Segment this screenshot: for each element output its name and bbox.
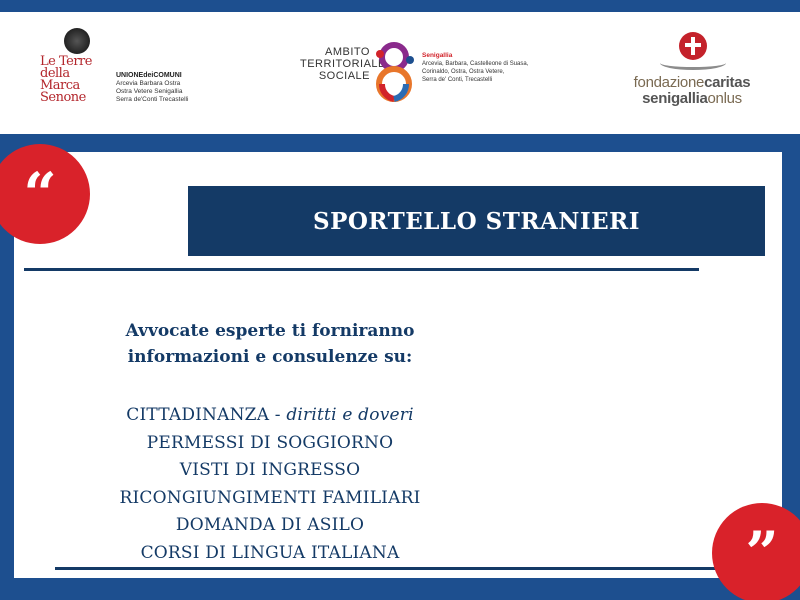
town-line: Serra de' Conti, Trecastelli	[422, 77, 493, 83]
swirl-decoration	[660, 56, 726, 70]
union-line: Arcevia Barbara Ostra	[116, 80, 181, 87]
topic-item: CITTADINANZA - diritti e doveri	[126, 405, 414, 425]
union-line: Ostra Vetere Senigallia	[116, 88, 183, 95]
number-eight-icon	[370, 40, 418, 104]
ambito-line: TERRITORIALE	[300, 58, 386, 70]
divider-top	[24, 268, 699, 271]
frame-top	[0, 0, 800, 12]
page-title: SPORTELLO STRANIERI	[312, 207, 641, 235]
blue-stripe	[0, 134, 800, 152]
logo-brand-text: Le Terre della Marca Senone	[40, 54, 92, 105]
caritas-name-line2: senigalliaonlus	[642, 90, 742, 107]
union-text	[116, 72, 216, 104]
fondazione-caritas-logo	[612, 32, 772, 112]
topic-item: RICONGIUNGIMENTI FAMILIARI	[119, 487, 421, 508]
town-line: Arcevia, Barbara, Castelleone di Suasa,	[422, 61, 529, 67]
divider-bottom	[55, 567, 720, 570]
town-line: Corinaldo, Ostra, Ostra Vetere,	[422, 69, 505, 75]
topic-item: CORSI DI LINGUA ITALIANA	[140, 542, 400, 563]
ambito-territoriale-logo	[300, 40, 530, 110]
ambito-towns	[422, 52, 532, 84]
ambito-line: SOCIALE	[318, 70, 370, 82]
topic-item: PERMESSI DI SOGGIORNO	[146, 432, 394, 453]
topic-item: VISTI DI INGRESSO	[179, 460, 361, 481]
ambito-text	[300, 46, 386, 82]
intro-line: informazioni e consulenze su:	[127, 347, 413, 367]
topic-item: DOMANDA DI ASILO	[175, 515, 365, 536]
terre-marca-senone-logo	[40, 28, 210, 118]
union-line: Serra de'Conti Trecastelli	[116, 96, 189, 103]
title-banner	[188, 186, 765, 256]
caritas-name-line1: fondazionecaritas	[633, 74, 751, 91]
intro-line: Avvocate esperte ti forniranno	[125, 321, 415, 341]
intro-text	[80, 318, 460, 370]
seal-icon	[64, 28, 90, 54]
open-quote-icon: “	[0, 144, 90, 244]
ambito-city: Senigallia	[422, 52, 453, 59]
topic-list	[60, 402, 480, 568]
union-title: UNIONEdeiCOMUNI	[116, 72, 182, 79]
ambito-line: AMBITO	[325, 46, 370, 58]
close-quote-icon: ”	[712, 503, 800, 600]
